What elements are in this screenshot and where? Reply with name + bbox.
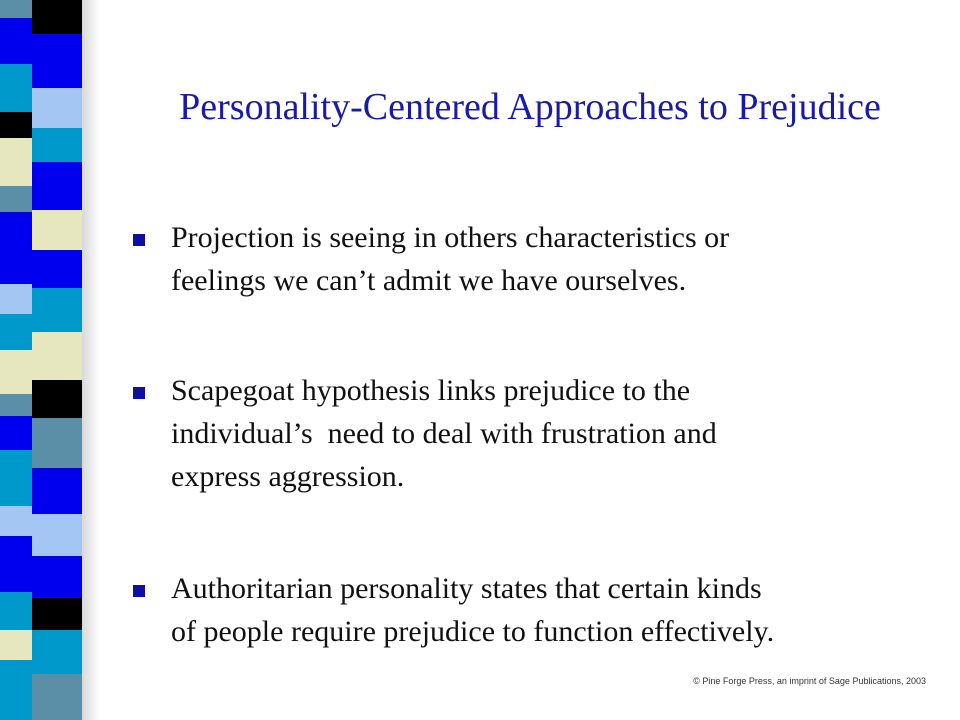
- square-bullet-icon: [133, 387, 145, 399]
- stripe-segment: [32, 288, 82, 332]
- stripe-segment: [32, 418, 82, 468]
- stripe-segment: [32, 210, 82, 250]
- bullet-text: Scapegoat hypothesis links prejudice to the individual’s need to deal with frustration and express aggression.: [171, 374, 717, 493]
- bullet-text: Authoritarian personality states that certain kinds of people require prejudice to function effectively.: [171, 572, 775, 648]
- bullet-text: Projection is seeing in others characteristics or feelings we can’t admit we have ourselves.: [171, 221, 730, 297]
- stripe-segment: [32, 556, 82, 598]
- stripe-segment: [32, 250, 82, 288]
- square-bullet-icon: [133, 234, 145, 246]
- stripe-segment: [32, 598, 82, 630]
- stripe-segment: [32, 128, 82, 162]
- stripe-segment: [32, 380, 82, 418]
- decorative-stripe-bar: [0, 0, 100, 720]
- stripe-segment: [32, 674, 82, 720]
- stripe-shadow: [82, 0, 100, 720]
- slide-title: Personality-Centered Approaches to Prejudice: [179, 86, 881, 128]
- copyright-footer: © Pine Forge Press, an imprint of Sage Publications, 2003: [693, 676, 926, 686]
- stripe-segment: [32, 630, 82, 674]
- stripe-segment: [32, 88, 82, 128]
- stripe-segment: [32, 332, 82, 380]
- square-bullet-icon: [133, 585, 145, 597]
- stripe-segment: [32, 468, 82, 514]
- stripe-column-right: [32, 0, 82, 720]
- stripe-segment: [32, 162, 82, 210]
- stripe-segment: [32, 34, 82, 88]
- stripe-segment: [32, 0, 82, 34]
- stripe-segment: [32, 514, 82, 556]
